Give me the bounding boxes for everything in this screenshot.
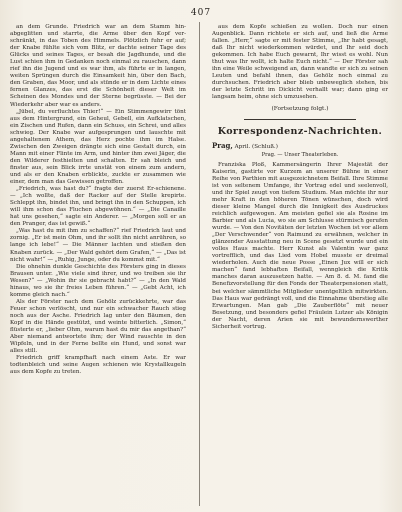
dateline-date: April.: [234, 143, 251, 150]
dateline-city: Prag,: [212, 140, 233, 150]
left-column: [10, 24, 186, 504]
paragraph: „Jübel, du verfluchtes Thier!“ — Ein Stimmengewirr tönt aus dem Hintergrund, ein Geheul, Gebell, ein Aufklatschen, ein Zischen und Rufen, dann ein Schuss, ein Schrei, und alles schwieg. Der Knabe war aufgesprungen und lauschte mit angehaltenem Athem, das Herz pochte ihm im Halse. Zwischen den Zweigen drängte sich eine Gestalt durch, ein Mann mit einer Flinte im Arm, und hinter ihm zwei Jäger, die den Wilderer festhielten und schalten. Er sah bleich und finster aus, sein Blick irrte unstät von einem zum andern, und als er den Knaben erblickte, zuckte er zusammen wie einer, dem man das Gewissen getroffen.: [10, 108, 186, 186]
paragraph: Friedrich griff krampfhaft nach einem Aste. Er war todtenbleich und seine Augen schienen wie Krystallkugeln aus dem Kopfe zu treten.: [10, 355, 186, 376]
subnote: Prag. — Unser Theaterleben.: [261, 151, 339, 158]
paragraph: an dem Grunde. Friedrich war an dem Stamm hin-abgeglitten und starrte, die Arme über den Kopf ver-schränkt, in das Toben des Himmels. Plötzlich fuhr er auf; der Knabe fühlte sich vom Blitz, er dachte seiner Tage des Glücks und seines Tages, er besah die Jagdhunde, und die Lust schien ihm in Gedanken noch einmal zu rauschen, dann rief ihn die Jugend und es war ihm, als führte er in langen, weiten Sprüngen durch die Einsamkeit hin, über den Bach, den Graben, das Moor, und als stünde er in dem Lichte eines fernen Glanzes, das erst die Schönheit dieser Welt im Scheinen des Mondes und der Sterne begrüsste. — Bei der Wiederkehr aber war es anders.: [10, 24, 186, 108]
right-column: [212, 24, 388, 504]
paragraph: Die ohnehin dunkle Geschichte des Försters ging in dieses Brausen unter. „Wie viele sind ihrer, und wo treiben sie ihr Wesen?“ — „Wohin ihr sie gebracht habt?“ — „In den Wald hinaus, wo sie ihr freies Leben führen.“ — „Gebt Acht, ich komme gleich nach.“: [10, 263, 186, 298]
paragraph: Als der Förster nach dem Gehölz zurückkehrte, war das Feuer schon verlöscht, und nur ein schwacher Rauch stieg noch aus der Asche. Friedrich lag unter den Bäumen, den Kopf in die Hände gestützt, und weinte bitterlich. „Simon,“ flüsterte er, „lieber Ohm, warum hast du mir das angethan?“ Aber niemand antwortete ihm; der Wind rauschte in den Wipfeln, und in der Ferne bellte ein Hund, und sonst war alles still.: [10, 298, 186, 355]
subheading: (Schluß.): [252, 143, 278, 150]
continuation-note: (Fortsetzung folgt.): [271, 105, 329, 112]
dateline: [212, 142, 388, 151]
paragraph: aus dem Kopfe schießen zu wollen. Doch nur einen Augenblick. Dann richtete er sich auf, und ließ die Arme fallen. „Herr,“ sagte er mit fester Stimme, „Ihr habt gesagt, daß Ihr nicht wiederkommen würdet, und Ihr seid doch gekommen. Ich habe Euch gewarnt, Ihr wisst es wohl. Nun thut was Ihr wollt, ich halte Euch nicht.“ — Der Förster sah ihn eine Weile schweigend an, dann wandte er sich zu seinen Leuten und befahl ihnen, das Gehölz noch einmal zu durchsuchen. Friedrich aber blieb unbeweglich stehen, bis der letzte Schritt im Dickicht verhallt war; dann ging er langsam heim, ohne sich umzusehen.: [212, 24, 388, 101]
page-number: 407: [190, 8, 212, 18]
paragraph: „Was hast du mit ihm zu schaffen?“ rief Friedrich laut und zornig. „Er ist mein Ohm, und ihr sollt ihn nicht anrühren, so lange ich lebe!“ — Die Männer lachten und stießen den Knaben zurück. — „Der Wald gehört dem Grafen,“ — „Das ist nicht wahr!“ — „Ruhig, Junge, oder du kommst mit.“: [10, 228, 186, 263]
column-divider: [199, 22, 200, 506]
paragraph: Franziska Ploß, Kammersängerin Ihrer Majestät der Kaiserin, gastirte vor Kurzem an unserer Bühne in einer Reihe von Parthien mit ausgezeichnetem Beifall. Ihre Stimme ist von seltenem Umfange, ihr Vortrag edel und seelenvoll, und ihr Spiel zeugt von tiefem Studium. Man möchte ihr nur mehr Kraft in den höheren Tönen wünschen, doch wird dieser kleine Mangel durch die Innigkeit des Ausdruckes reichlich aufgewogen. Am meisten gefiel sie als Rosine im Barbier und als Lucia, wo sie am Schlusse stürmisch gerufen wurde. — Von den Novitäten der letzten Wochen ist vor allem „Der Verschwender“ von Raimund zu erwähnen, welcher in glänzender Ausstattung neu in Scene gesetzt wurde und ein volles Haus machte. Herr Kunst als Valentin war ganz vortrefflich, und das Lied vom Hobel musste er dreimal wiederholen. Auch die neue Posse „Einen Jux will er sich machen“ fand lebhaften Beifall, wenngleich die Kritik manches daran auszusetzen hatte. — Am 8. d. M. fand die Benefizvorstellung für den Fonds der Theaterpensionen statt, bei welcher sämmtliche Mitglieder unentgeltlich mitwirkten. Das Haus war gedrängt voll, und die Einnahme überstieg alle Erwartungen. Man gab „Die Zauberflöte“ mit neuer Besetzung, und besonders gefiel Fräulein Lutzer als Königin der Nacht, deren Arien sie mit bewundernswerther Sicherheit vortrug.: [212, 161, 388, 330]
paragraph: „Friedrich, was hast du?“ fragte der zuerst Er-schienene. — „Ich wollte, daß der Racker auf der Stelle krepirte. Schleppt ihn, bindet ihn, und bringt ihn in den Schuppen, ich will ihm schon das Fluchen abgewöhnen.“ — „Die Canaille hat uns gesehen,“ sagte ein Anderer. — „Morgen soll er an den Pranger, das ist gewiß.“: [10, 186, 186, 228]
section-title: Korrespondenz-Nachrichten.: [217, 125, 383, 137]
section-rule: [244, 119, 356, 120]
